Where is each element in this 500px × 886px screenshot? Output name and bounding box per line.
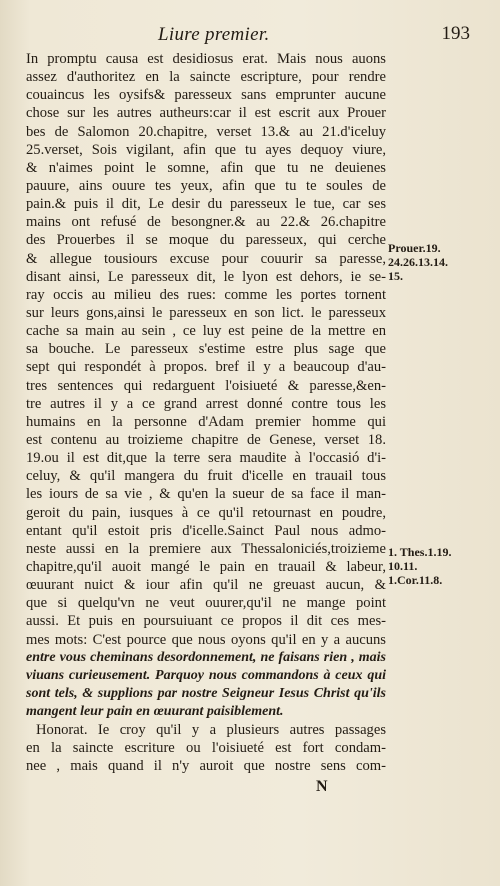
text-line: des Prouerbes il se moque du paresseux, qui cerche [26,232,386,249]
text-line: nee , mais quand il n'y auroit que nostre sens com- [26,758,386,775]
catchword: N [316,778,328,795]
text-line: sa bouche. Le paresseux s'estime estre plus sage que [26,341,386,358]
text-line: tres sentences qui redarguent l'oisiueté & paresse,&en- [26,377,386,394]
text-line: bes de Salomon 20.chapitre, verset 13.& au 21.d'iceluy [26,123,386,140]
text-line: cache sa main au sein , ce luy est peine de la mettre en [26,323,386,340]
text-line: œuurant nuict & iour afin qu'il ne greuast aucun, & [26,577,386,594]
text-line: 25.verset, Sois vigilant, afin que tu ayes dequoy viure, [26,141,386,158]
margin-note: 15. [388,269,403,283]
text-line: pain.& puis il dit, Le desir du paresseux le tue, car ses [26,196,386,213]
running-title: Liure premier. [158,24,270,45]
text-line: sept qui respondét à propos. bref il y a beaucoup d'au- [26,359,386,376]
text-line: mains ont refusé de besongner.& au 22.& 26.chapitre [26,214,386,231]
text-line: en la saincte escriture ou l'oisiueté est fort condam- [26,740,386,757]
text-line: que si quelqu'vn ne veut ouurer,qu'il ne mange point [26,595,386,612]
quotation-line: viuans curieusement. Parquoy nous commandons à ceux qui [26,667,386,683]
margin-note: 10.11. [388,559,418,573]
text-line: tre autres il y a ce grand arrest donné contre tous les [26,395,386,412]
body-text [26,50,386,776]
text-line: aussi. Et puis en poursuiuant ce propos il dit ces mes- [26,613,386,630]
page-header [18,24,488,52]
text-line: pauure, ains ouure tes yeux, afin que tu te soules de [26,177,386,194]
text-line: entant qu'il estoit pris d'icelle.Sainct Paul nous admo- [26,522,386,539]
text-line: In promptu causa est desidiosus erat. Mais nous auons [26,51,386,67]
margin-note: Prouer.19. [388,241,441,255]
text-line: chose sur les autres autheurs:car il est escrit aux Prouer [26,105,386,122]
text-line: disant ainsi, Le paresseux dit, le lyon est dehors, ie se- [26,268,386,285]
text-line: humains en la personne d'Adam premier homme qui [26,413,386,430]
text-line: ray occis au milieu des rues: comme les portes tornent [26,286,386,303]
quotation-line: mangent leur pain en œuurant paisiblement. [26,704,284,720]
text-line: les iours de sa vie , & qu'en la sueur de sa face il man- [26,486,386,503]
text-line: & allegue tousiours excuse pour couurir sa paresse, [26,250,386,267]
text-line: assez d'authoritez en la saincte escripture, pour rendre [26,69,386,86]
text-line: mes mots: C'est pource que nous oyons qu'il en y a aucuns [26,631,386,648]
text-line: couaincus les oysifs& paresseux sans emprunter aucune [26,87,386,104]
margin-note: 1.Cor.11.8. [388,573,443,587]
text-line: chapitre,qu'il auoit mangé le pain en trauail & labeur, [26,558,386,575]
dialogue-line: Honorat. Ie croy qu'il y a plusieurs autres passages [36,722,386,739]
text-line: celuy, & qu'il mangera du fruit d'icelle en trauail tous [26,468,386,485]
page-number: 193 [441,23,470,44]
margin-note: 24.26.13.14. [388,255,448,269]
text-line: sur leurs gons,ainsi le paresseux en son lict. le paresseux [26,304,386,321]
text-line: 19.ou il est dit,que la terre sera maudite à l'occasió d'i- [26,450,386,467]
margin-note: 1. Thes.1.19. [388,545,452,559]
text-line: & n'aimes point le somne, afin que tu ne deuienes [26,159,386,176]
text-line: neste aussi en la premiere aux Thessaloniciés,troizieme [26,540,386,557]
text-line: est contenu au troizieme chapitre de Genese, verset 18. [26,431,386,448]
text-line: geroit du pain, iusques à ce qu'il retournast en poudre, [26,504,386,521]
quotation-line: entre vous cheminans desordonnement, ne faisans rien , mais [26,649,386,665]
quotation-line: sont tels, & supplions par nostre Seigneur Iesus Christ qu'ils [26,685,386,701]
